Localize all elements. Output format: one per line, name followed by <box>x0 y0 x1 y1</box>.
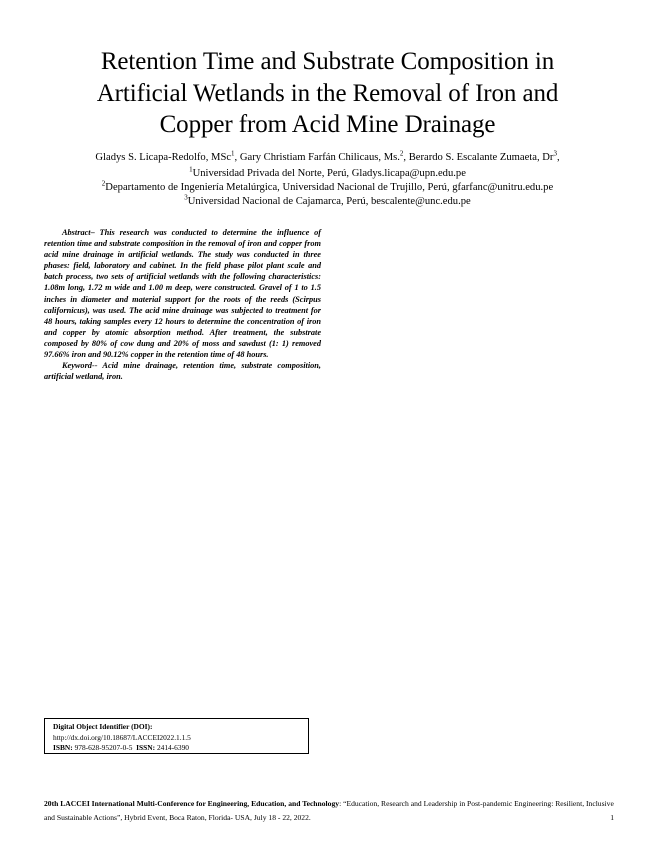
affiliation-text: Universidad Nacional de Cajamarca, Perú, bescalente@unc.edu.pe <box>187 196 471 207</box>
author-name: Gladys S. Licapa-Redolfo, MSc <box>95 152 232 163</box>
abstract-paragraph <box>44 227 321 360</box>
affiliation-1 <box>30 167 625 181</box>
abstract-label: Abstract– <box>62 228 95 237</box>
affiliation-2 <box>30 181 625 195</box>
author-list <box>30 151 625 165</box>
author-separator: , <box>556 152 560 163</box>
keywords-text: Acid mine drainage, retention time, substrate composition, artificial wetland, iron. <box>44 361 321 382</box>
author-affiliation-mark: 1 <box>231 149 235 158</box>
abstract-text: This research was conducted to determine the influence of retention time and substrate composition in the removal of iron and copper from acid mine drainage in artificial wetlands. The study was conducted in three phases: field, laboratory and cabinet. In the field phase pilot plant scale and batch process, two sets of artificial wetlands with the following characteristics: 1.08m long, 1.72 m wide and 1.00 m deep, were constructed. Gravel of 1 to 1.5 inches in diameter and material support for the roots of the reeds (Scirpus californicus), was used. The acid mine drainage was subjected to treatment for 48 hours, taking samples every 12 hours to determine the concentration of iron and copper by atomic absorption method. After treatment, the substrate composed by 80% of cow dung and 20% of moss and sawdust (1: 1) removed 97.66% iron and 90.12% copper in the retention time of 48 hours. <box>44 228 321 360</box>
author-affiliation-mark: 3 <box>553 149 557 158</box>
affiliation-mark: 1 <box>189 165 193 174</box>
keywords-paragraph <box>44 360 321 382</box>
page-number: 1 <box>610 812 614 822</box>
doi-box <box>44 718 309 754</box>
author-name: Gary Christiam Farfán Chilicaus, Ms. <box>239 152 400 163</box>
isbn-value: 978-628-95207-0-5 <box>74 743 133 752</box>
issn-value: 2414-6390 <box>156 743 189 752</box>
affiliation-text: Universidad Privada del Norte, Perú, Gladys.licapa@upn.edu.pe <box>192 168 466 179</box>
affiliation-mark: 2 <box>101 179 106 188</box>
abstract-section <box>44 227 321 382</box>
footer-details: : “Education, Research and Leadership in Post-pandemic Engineering: Resilient, Inclusive and Sustainable Actions”, Hybrid Event, Boca Raton, Florida- USA, July 18 - 22, 2022. <box>44 799 614 822</box>
affiliation-3 <box>30 195 625 209</box>
isbn-issn-line <box>53 743 308 754</box>
keywords-label: Keyword-- <box>62 361 98 371</box>
doi-title: Digital Object Identifier (DOI): <box>53 722 153 731</box>
author-name: Berardo S. Escalante Zumaeta, Dr <box>408 152 554 163</box>
paper-title: Retention Time and Substrate Composition in Artificial Wetlands in the Removal of Iron and Copper from Acid Mine Drainage <box>96 48 559 138</box>
footer-conference: 20th LACCEI International Multi-Conference for Engineering, Education, and Technology <box>44 799 340 808</box>
author-separator: , <box>403 152 409 163</box>
isbn-label: ISBN: <box>53 743 73 752</box>
page-footer <box>44 797 614 824</box>
affiliation-text: Departamento de Ingeniería Metalúrgica, Universidad Nacional de Trujillo, Perú, gfarfanc@unitru.edu.pe <box>105 182 554 193</box>
author-separator: , <box>234 152 240 163</box>
doi-link[interactable]: http://dx.doi.org/10.18687/LACCEI2022.1.1.5 <box>53 732 191 742</box>
issn-label: ISSN: <box>136 743 156 752</box>
author-affiliation-mark: 2 <box>399 149 404 158</box>
affiliation-mark: 3 <box>184 193 188 202</box>
